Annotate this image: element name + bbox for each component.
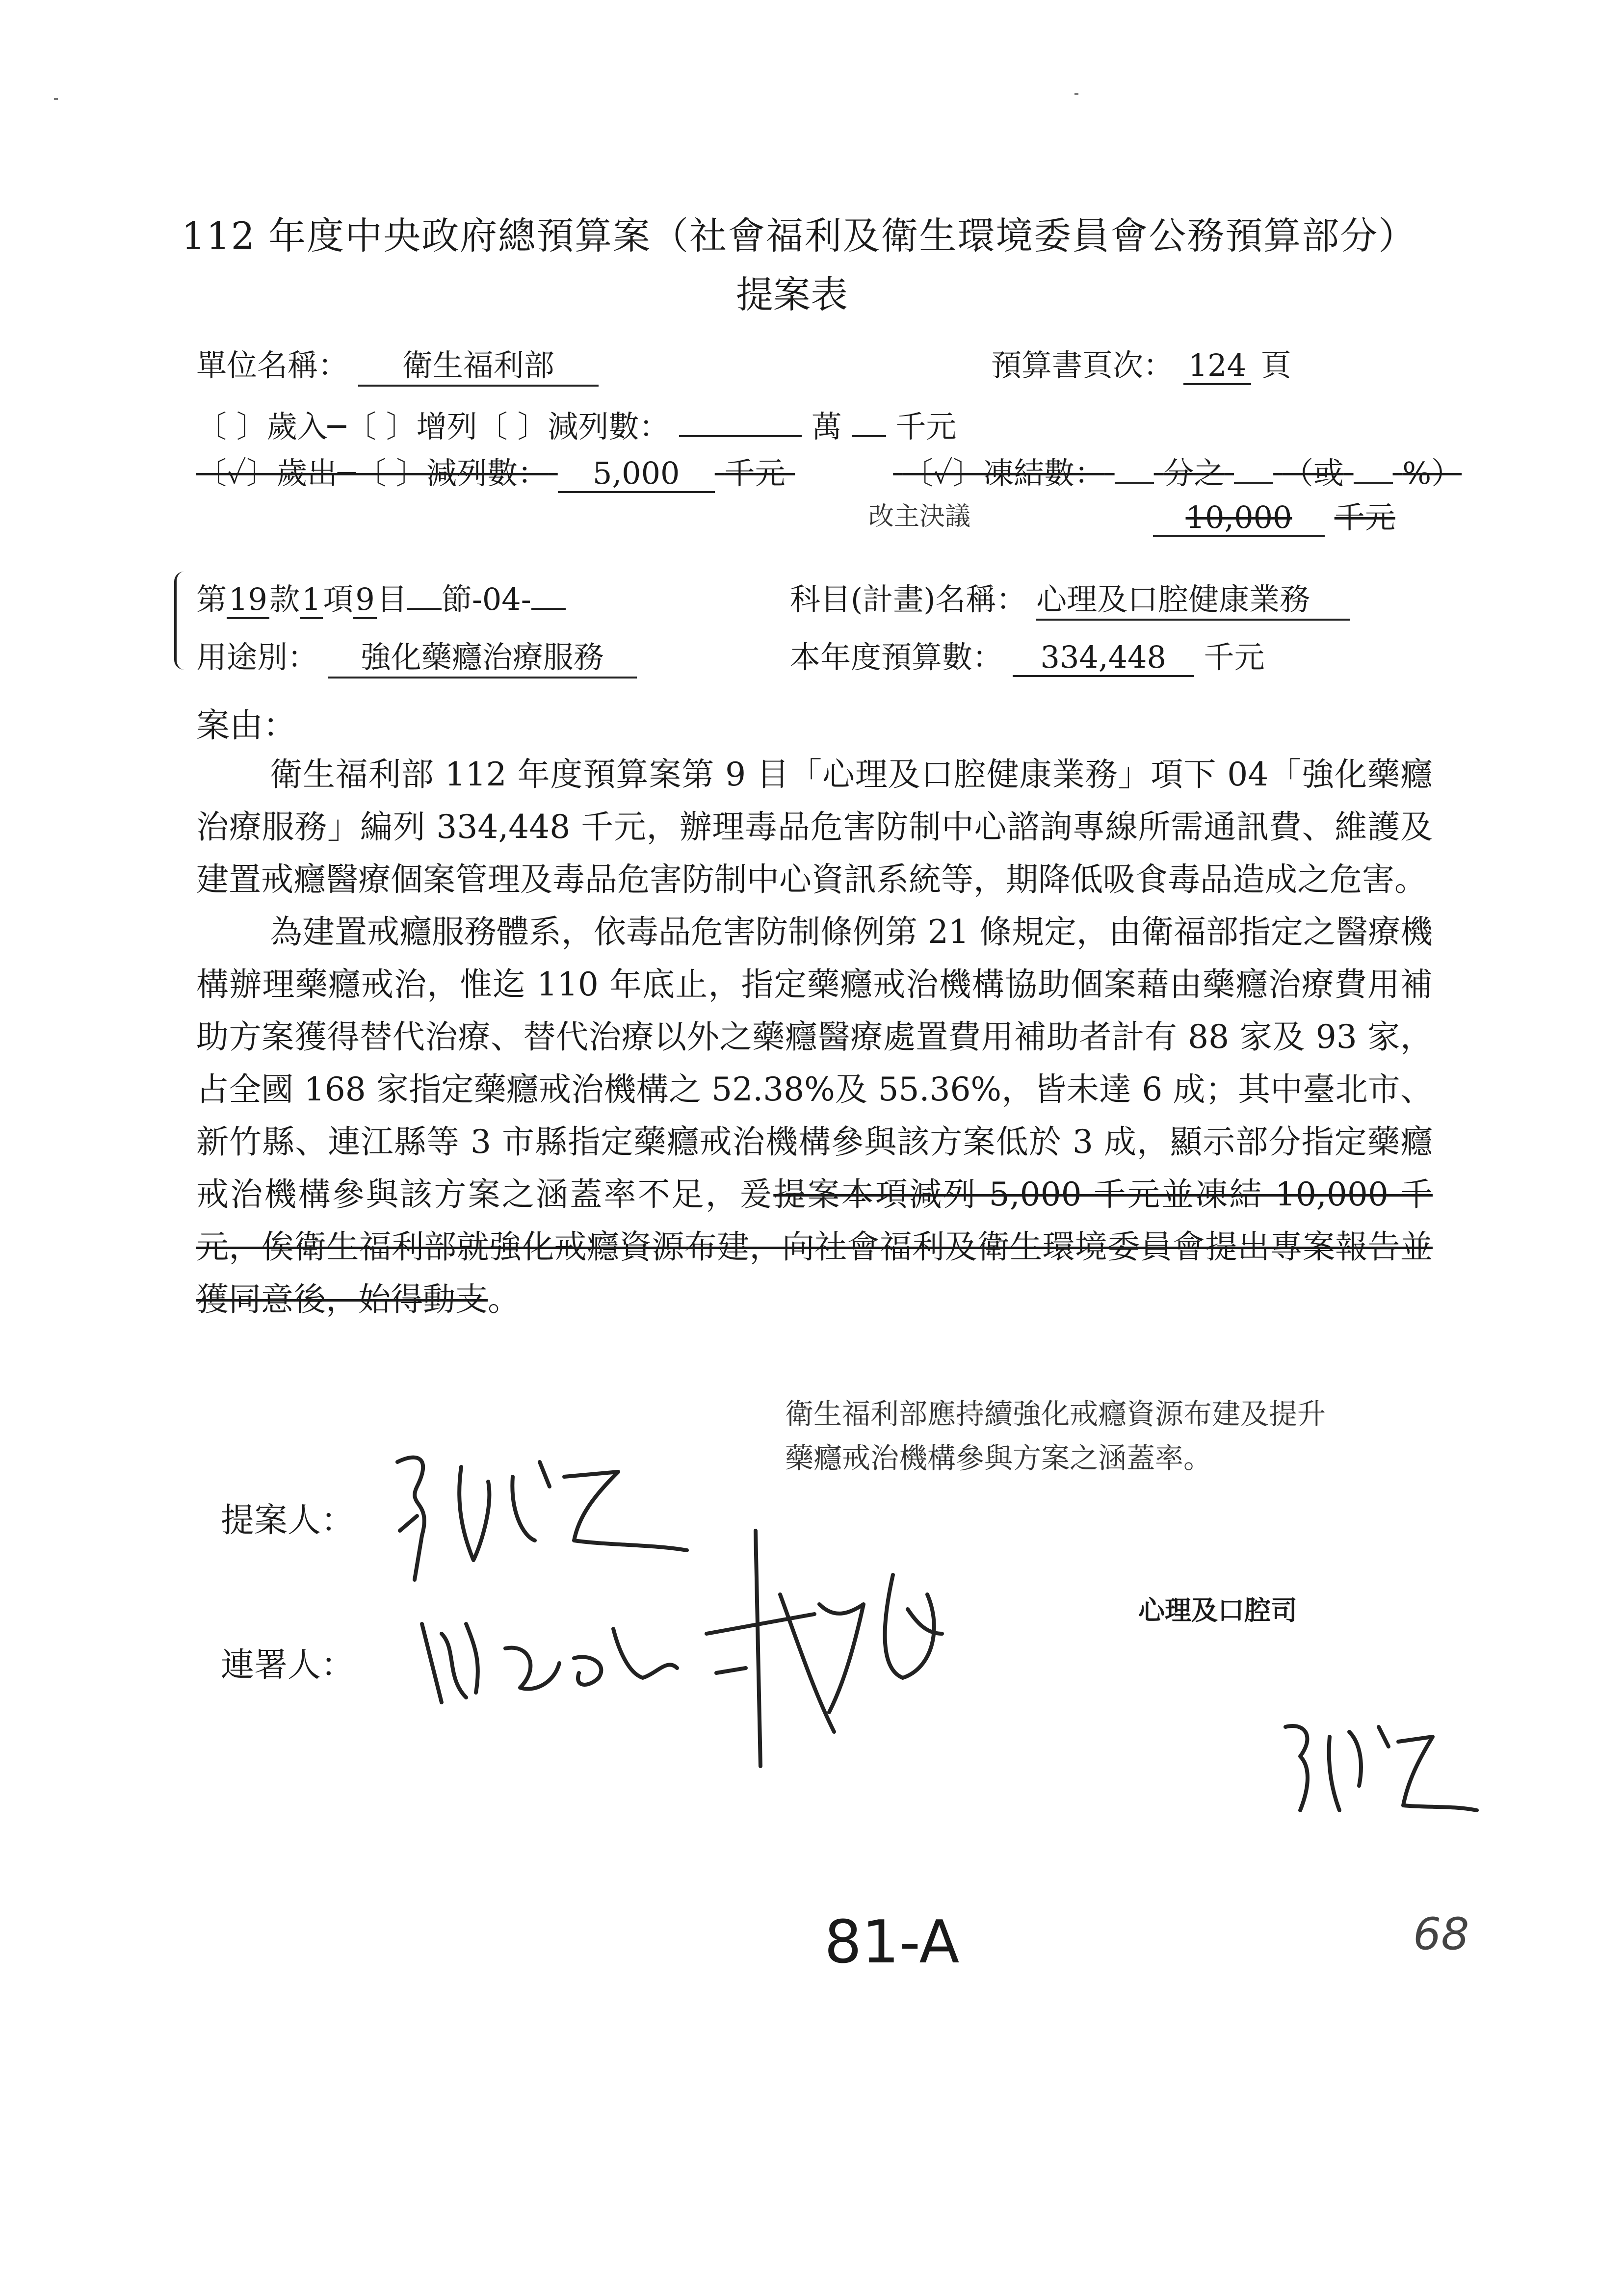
freeze-pct: %） xyxy=(1402,455,1462,491)
annual-budget-row xyxy=(790,633,1264,677)
expense-text: 〔✓〕歲出─〔 〕減列數： xyxy=(196,455,549,491)
correction-amount-row xyxy=(1153,493,1395,537)
signature-cosigner-1 xyxy=(412,1604,687,1717)
unit-label: 單位名稱： xyxy=(196,347,349,383)
usage-row xyxy=(196,633,637,678)
page-ref-row xyxy=(991,341,1291,385)
cosigner-label: 連署人： xyxy=(221,1646,355,1685)
proposer-label: 提案人： xyxy=(221,1501,355,1540)
page-ref-suffix: 頁 xyxy=(1260,347,1291,383)
scan-speck xyxy=(1074,93,1078,95)
revenue-line xyxy=(196,402,956,446)
page-count-note: 68 xyxy=(1413,1908,1469,1960)
expense-amount: 5,000 xyxy=(558,455,715,493)
expense-unit: 千元 xyxy=(724,455,786,491)
reason-label: 案由： xyxy=(196,706,297,745)
reason-body xyxy=(196,748,1433,1326)
xiang-label: 項 xyxy=(323,581,354,617)
usage-value: 強化藥癮治療服務 xyxy=(328,633,637,678)
annual-budget-value: 334,448 xyxy=(1013,639,1194,677)
jie-label: 節 xyxy=(441,581,472,617)
unit-row xyxy=(196,341,599,387)
freeze-blank-3 xyxy=(1354,452,1393,484)
correction-amount: 10,000 xyxy=(1153,499,1325,537)
xiang-value: 1 xyxy=(300,581,323,619)
page-title: 112 年度中央政府總預算案（社會福利及衛生環境委員會公務預算部分） xyxy=(182,214,1417,258)
kuan-prefix: 第 xyxy=(196,581,227,617)
reason-p2-end: 。 xyxy=(488,1280,520,1318)
revenue-unit2: 千元 xyxy=(895,409,957,444)
page-ref-value: 124 xyxy=(1183,347,1251,385)
expense-line xyxy=(196,449,1462,493)
revenue-text: 〔 〕歲入─〔 〕增列〔 〕減列數： xyxy=(196,409,670,444)
jie-value: -04- xyxy=(471,581,531,617)
kuan-label: 款 xyxy=(269,581,300,617)
freeze-text: 〔✓〕凍結數： xyxy=(902,455,1105,491)
revenue-blank xyxy=(679,406,802,437)
reason-p2-main: 為建置戒癮服務體系，依毒品危害防制條例第 21 條規定，由衛福部指定之醫療機構辦理藥癮戒治，惟迄 110 年底止，指定藥癮戒治機構協助個案藉由藥癮治療費用補助方案獲得替代治療、替代治療以外之藥癮醫療處置費用補助者計有 88 家及 93 家，占全國 168 家指定藥癮戒治機構之 52.38%及 55.36%，皆未達 6 成；其中臺北市、新竹縣、連江縣等 3 市縣指定藥癮戒治機構參與該方案低於 3 成，顯示部分指定藥癮戒治機構參與該方案之涵蓋率不足，爰 xyxy=(196,913,1433,1213)
department-stamp: 心理及口腔司 xyxy=(1138,1594,1297,1626)
item-row xyxy=(196,575,566,619)
freeze-or: （或 xyxy=(1283,455,1344,491)
annual-budget-label: 本年度預算數： xyxy=(790,639,1003,675)
reason-paragraph-2 xyxy=(196,906,1433,1326)
subject-value: 心理及口腔健康業務 xyxy=(1036,575,1350,621)
reason-paragraph-1: 衛生福利部 112 年度預算案第 9 目「心理及口腔健康業務」項下 04「強化藥癮治療服務」編列 334,448 千元，辦理毒品危害防制中心諮詢專線所需通訊費、維護及建置戒癮醫療個案管理及毒品危害防制中心資訊系統等，期降低吸食毒品造成之危害。 xyxy=(196,756,1433,898)
page-ref-label: 預算書頁次： xyxy=(991,347,1174,383)
signature-initials xyxy=(1276,1707,1482,1825)
revenue-blank-2 xyxy=(852,406,886,437)
subject-row xyxy=(790,575,1350,621)
freeze-blank xyxy=(1115,452,1154,484)
signature-cosigner-2 xyxy=(687,1521,962,1776)
usage-label: 用途別： xyxy=(196,639,318,675)
freeze-fraction: 分之 xyxy=(1163,455,1225,491)
mu-value: 9 xyxy=(353,581,376,619)
page-subtitle: 提案表 xyxy=(736,273,848,316)
unit-value: 衛生福利部 xyxy=(358,341,599,387)
handwritten-note-line-1: 衛生福利部應持續強化戒癮資源布建及提升 xyxy=(785,1397,1326,1431)
item-bracket xyxy=(174,572,191,670)
scan-speck xyxy=(54,98,58,100)
page-number: 81-A xyxy=(824,1908,960,1977)
subject-label: 科目(計畫)名稱： xyxy=(790,581,1027,617)
mu-label: 目 xyxy=(376,581,407,617)
revenue-unit1: 萬 xyxy=(811,409,842,444)
correction-note: 改主決議 xyxy=(868,502,971,531)
jie-blank xyxy=(407,578,442,610)
correction-unit: 千元 xyxy=(1334,499,1395,535)
reason-p2-struck: 提案本項減列 5,000 千元並凍結 10,000 千元，俟衛生福利部就強化戒癮資源布建，向社會福利及衛生環境委員會提出專案報告並獲同意後，始得動支 xyxy=(196,1175,1433,1318)
freeze-blank-2 xyxy=(1234,452,1273,484)
kuan-value: 19 xyxy=(227,581,269,619)
annual-budget-unit: 千元 xyxy=(1204,639,1265,675)
handwritten-note-line-2: 藥癮戒治機構參與方案之涵蓋率。 xyxy=(785,1441,1212,1475)
jie-blank-2 xyxy=(531,578,566,610)
signature-proposer xyxy=(388,1433,692,1594)
